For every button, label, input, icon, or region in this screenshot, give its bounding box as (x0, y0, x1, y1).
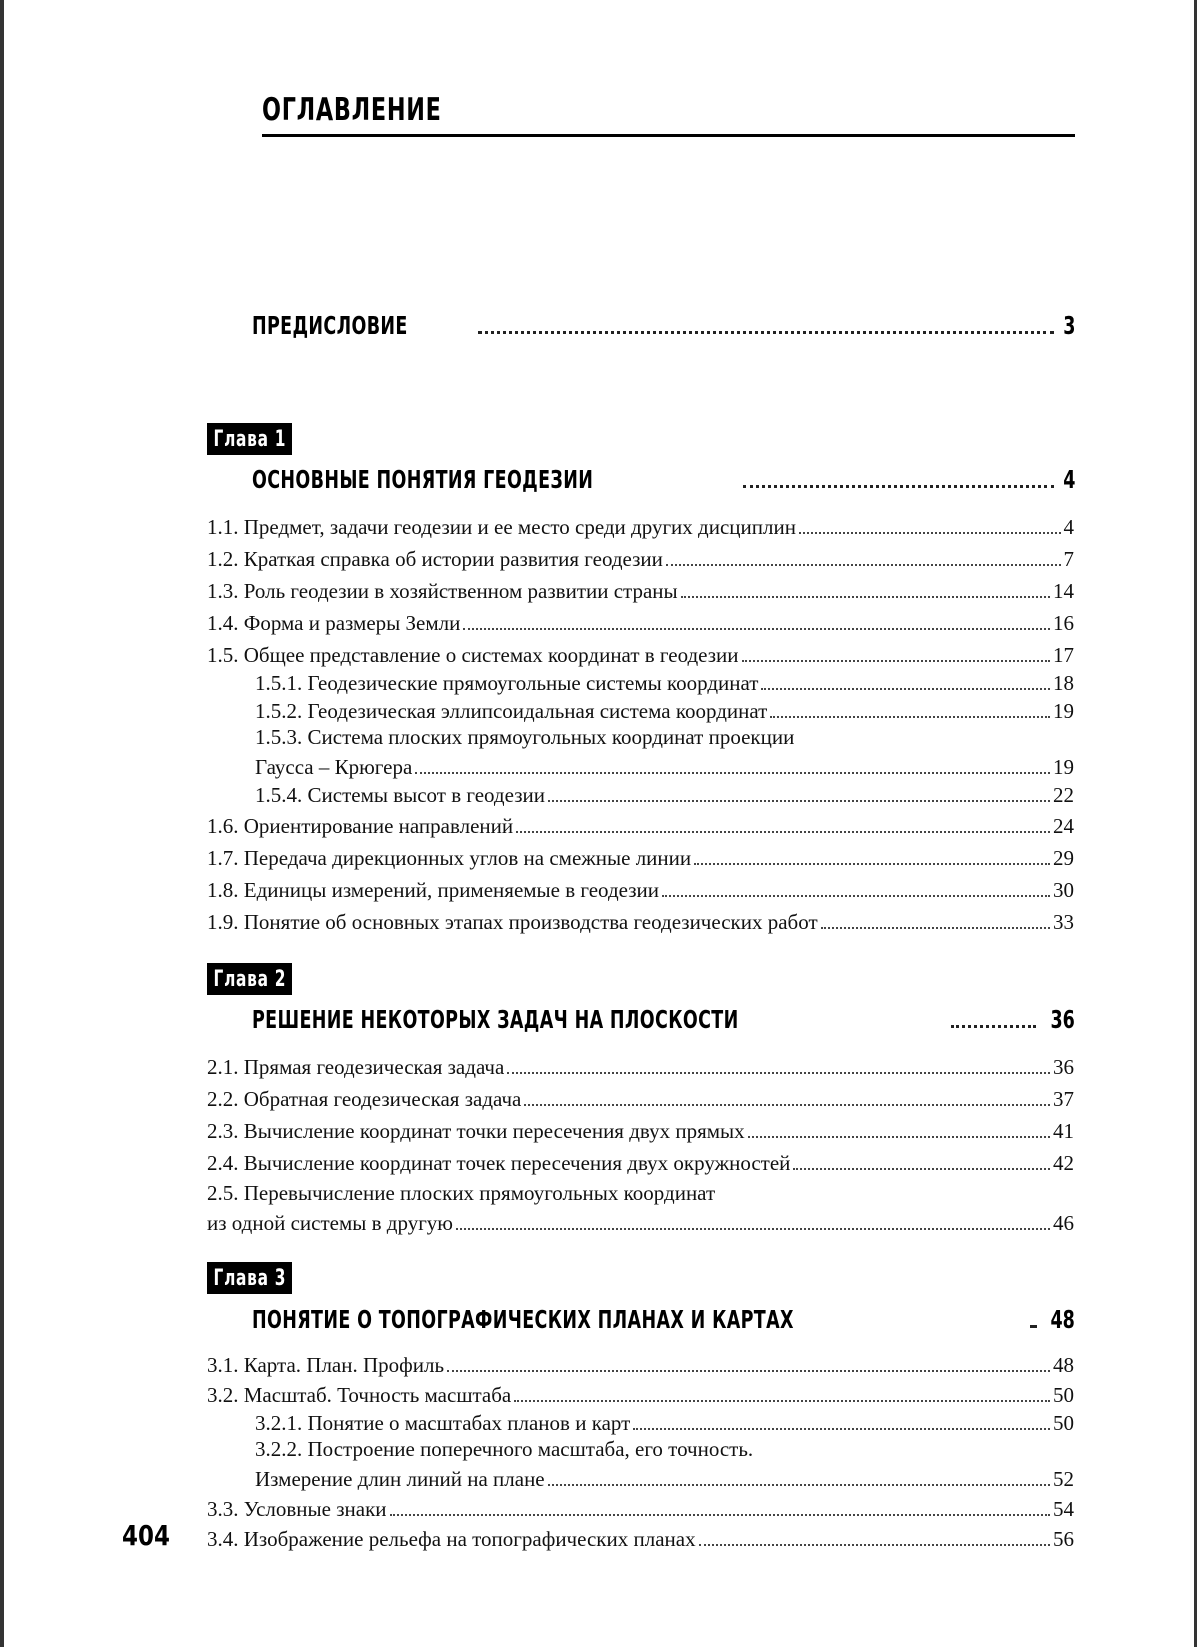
toc-entry[interactable]: 1.6. Ориентирование направлений 24 (207, 814, 1074, 838)
chapter-badge-1: Глава 1 (207, 423, 292, 455)
page-title: ОГЛАВЛЕНИЕ (262, 92, 442, 128)
toc-subentry[interactable]: Гаусса – Крюгера 19 (255, 755, 1074, 779)
preface-page: 3 (1062, 311, 1075, 340)
toc-entry[interactable]: 3.4. Изображение рельефа на топографических планах 56 (207, 1527, 1074, 1551)
toc-entry[interactable]: 1.5. Общее представление о системах координат в геодезии 17 (207, 643, 1074, 667)
chapter-title-1[interactable]: ОСНОВНЫЕ ПОНЯТИЯ ГЕОДЕЗИИ 4 (252, 465, 1075, 494)
toc-entry[interactable]: 1.8. Единицы измерений, применяемые в геодезии 30 (207, 878, 1074, 902)
dot-leader (1030, 1325, 1036, 1328)
toc-entry[interactable]: 3.3. Условные знаки 54 (207, 1497, 1074, 1521)
toc-entry[interactable]: 3.2. Масштаб. Точность масштаба 50 (207, 1383, 1074, 1407)
toc-entry[interactable]: 1.1. Предмет, задачи геодезии и ее место среди других дисциплин 4 (207, 515, 1074, 539)
toc-preface[interactable] (252, 306, 1075, 340)
preface-title: ПРЕДИСЛОВИЕ (252, 311, 408, 340)
toc-entry[interactable]: 2.4. Вычисление координат точек пересечения двух окружностей 42 (207, 1151, 1074, 1175)
toc-entry[interactable]: 1.7. Передача дирекционных углов на смежные линии 29 (207, 846, 1074, 870)
toc-entry[interactable]: 2.2. Обратная геодезическая задача 37 (207, 1087, 1074, 1111)
title-rule (262, 134, 1075, 137)
toc-entry[interactable]: 2.3. Вычисление координат точки пересечения двух прямых 41 (207, 1119, 1074, 1143)
page-border-right (1194, 0, 1197, 1647)
toc-entry[interactable]: 3.1. Карта. План. Профиль 48 (207, 1353, 1074, 1377)
toc-subentry[interactable]: 1.5.1. Геодезические прямоугольные системы координат 18 (255, 671, 1074, 695)
toc-entry[interactable]: 1.3. Роль геодезии в хозяйственном развитии страны 14 (207, 579, 1074, 603)
toc-subentry[interactable]: Измерение длин линий на плане 52 (255, 1467, 1074, 1491)
page-border-left (0, 0, 4, 1647)
toc-entry-line1[interactable]: 2.5. Перевычисление плоских прямоугольных координат (207, 1181, 716, 1205)
toc-subentry[interactable]: 1.5.4. Системы высот в геодезии 22 (255, 783, 1074, 807)
dot-leader (743, 485, 1053, 488)
toc-subentry-line1[interactable]: 1.5.3. Система плоских прямоугольных координат проекции (255, 725, 795, 749)
toc-entry[interactable]: 1.4. Форма и размеры Земли 16 (207, 611, 1074, 635)
toc-entry[interactable]: 1.9. Понятие об основных этапах производства геодезических работ 33 (207, 910, 1074, 934)
chapter-badge-3: Глава 3 (207, 1262, 292, 1294)
toc-entry[interactable]: из одной системы в другую 46 (207, 1211, 1074, 1235)
toc-entry[interactable]: 2.1. Прямая геодезическая задача 36 (207, 1055, 1074, 1079)
chapter-title-3[interactable]: ПОНЯТИЕ О ТОПОГРАФИЧЕСКИХ ПЛАНАХ И КАРТАХ 48 (252, 1305, 1075, 1334)
toc-subentry[interactable]: 1.5.2. Геодезическая эллипсоидальная система координат 19 (255, 699, 1074, 723)
toc-subentry-line1[interactable]: 3.2.2. Построение поперечного масштаба, его точность. (255, 1437, 754, 1461)
dot-leader (478, 331, 1053, 334)
dot-leader (951, 1025, 1036, 1028)
toc-entry[interactable]: 1.2. Краткая справка об истории развития геодезии 7 (207, 547, 1074, 571)
chapter-title-2[interactable]: РЕШЕНИЕ НЕКОТОРЫХ ЗАДАЧ НА ПЛОСКОСТИ 36 (252, 1005, 1075, 1034)
toc-subentry[interactable]: 3.2.1. Понятие о масштабах планов и карт 50 (255, 1411, 1074, 1435)
page-number: 404 (122, 1519, 170, 1552)
chapter-badge-2: Глава 2 (207, 963, 292, 995)
